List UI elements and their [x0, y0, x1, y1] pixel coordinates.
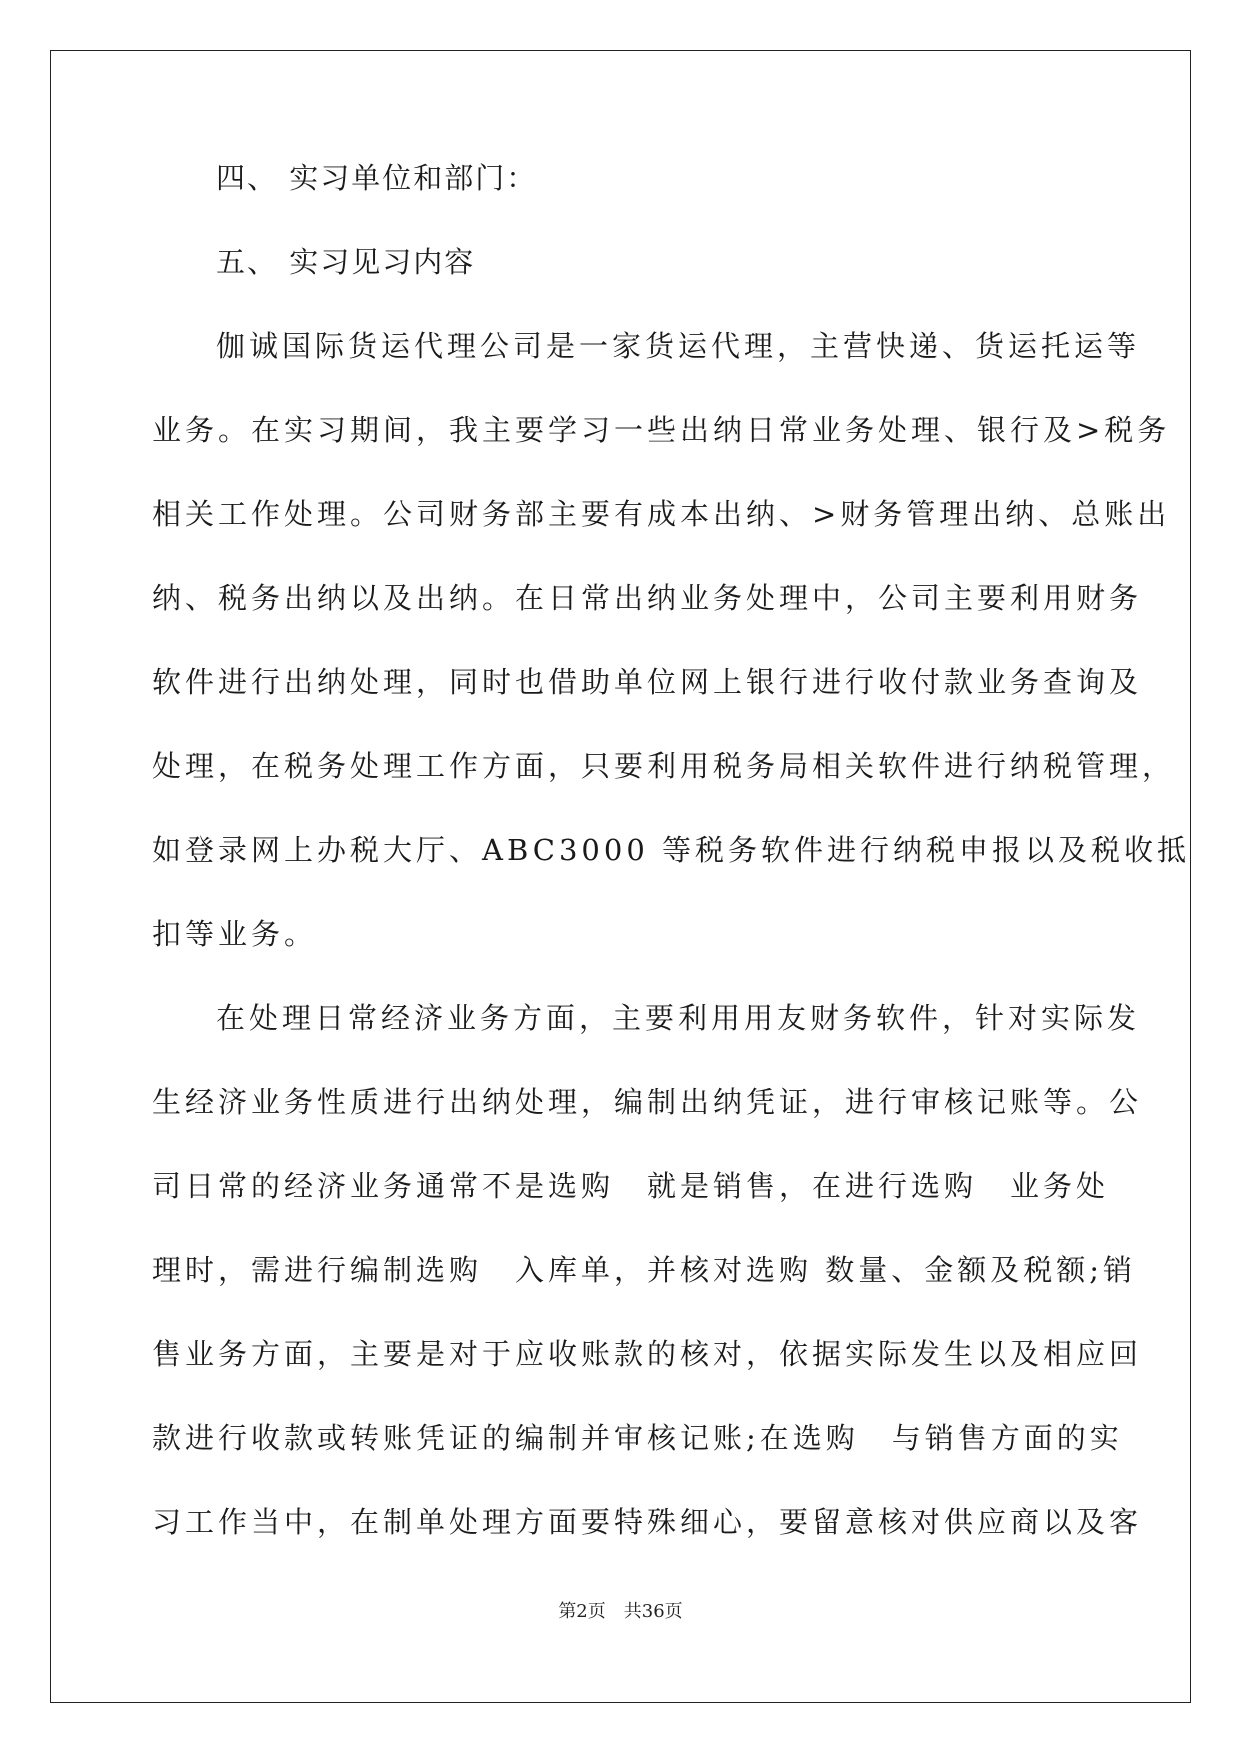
- page-number-footer: 第2页 共36页: [558, 1601, 683, 1622]
- paragraph-line: 售业务方面，主要是对于应收账款的核对，依据实际发生以及相应回: [152, 1337, 1143, 1371]
- paragraph-line: 相关工作处理。公司财务部主要有成本出纳、>财务管理出纳、总账出: [152, 497, 1171, 531]
- paragraph-line: 软件进行出纳处理，同时也借助单位网上银行进行收付款业务查询及: [152, 665, 1143, 699]
- paragraph-line: 伽诚国际货运代理公司是一家货运代理，主营快递、货运托运等: [216, 329, 1141, 363]
- paragraph-line: 生经济业务性质进行出纳处理，编制出纳凭证，进行审核记账等。公: [152, 1085, 1143, 1119]
- paragraph-line: 理时，需进行编制选购 入库单，并核对选购 数量、金额及税额;销: [152, 1253, 1136, 1287]
- paragraph-line: 习工作当中，在制单处理方面要特殊细心，要留意核对供应商以及客: [152, 1505, 1143, 1539]
- document-body: [152, 160, 1191, 1588]
- paragraph-line: 纳、税务出纳以及出纳。在日常出纳业务处理中，公司主要利用财务: [152, 581, 1143, 615]
- section-heading-5: 五、 实习见习内容: [216, 245, 476, 279]
- paragraph-line: 司日常的经济业务通常不是选购 就是销售，在进行选购 业务处: [152, 1169, 1110, 1203]
- paragraph-line: 业务。在实习期间，我主要学习一些出纳日常业务处理、银行及>税务: [152, 413, 1171, 447]
- paragraph-line: 处理，在税务处理工作方面，只要利用税务局相关软件进行纳税管理，: [152, 749, 1176, 783]
- paragraph-line: 款进行收款或转账凭证的编制并审核记账;在选购 与销售方面的实: [152, 1421, 1123, 1455]
- paragraph-line: 如登录网上办税大厅、ABC3000 等税务软件进行纳税申报以及税收抵: [152, 833, 1191, 867]
- paragraph-line: 在处理日常经济业务方面，主要利用用友财务软件，针对实际发: [216, 1001, 1141, 1035]
- paragraph-company-intro: [152, 328, 1191, 952]
- section-heading-4: 四、 实习单位和部门：: [216, 161, 538, 195]
- paragraph-line: 扣等业务。: [152, 917, 318, 951]
- paragraph-business-handling: [152, 1000, 1143, 1540]
